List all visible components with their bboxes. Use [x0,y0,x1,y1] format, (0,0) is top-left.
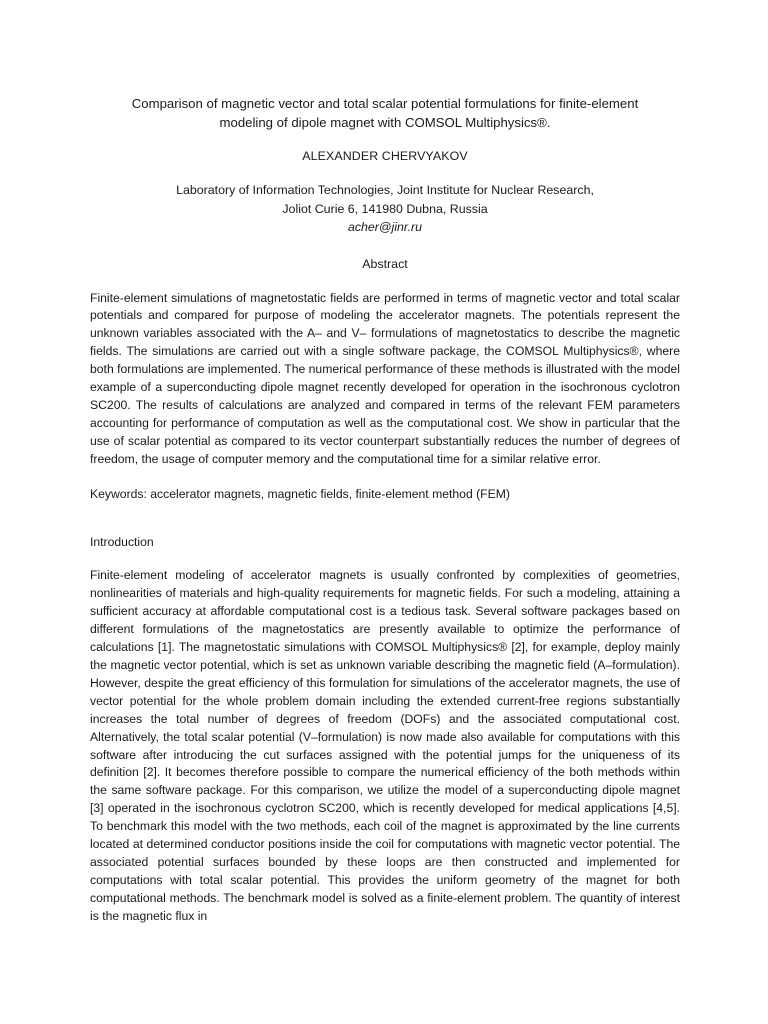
affiliation-line-1: Laboratory of Information Technologies, Joint Institute for Nuclear Research, [176,183,594,197]
introduction-heading: Introduction [90,535,154,550]
abstract-heading: Abstract [362,256,408,271]
author-email: acher@jinr.ru [347,220,423,234]
affiliation-line-2: Joliot Curie 6, 141980 Dubna, Russia [282,201,488,216]
paper-title-line-1: Comparison of magnetic vector and total scalar potential formulations for finite-element [131,96,639,111]
introduction-text: Finite-element modeling of accelerator magnets is usually confronted by complexities of geometries, nonlinearities of materials and high-quality requirements for magnetic fields. For such a modeling, attaining a sufficient accuracy at affordable computational cost is a tedious task. Several software packages based on different formulations of the magnetostatics are presently available to optimize the performance of calculations [1]. The magnetostatic simulations with COMSOL Multiphysics® [2], for example, deploy mainly the magnetic vector potential, which is set as unknown variable describing the magnetic field (A–formulation). However, despite the great efficiency of this formulation for simulations of the accelerator magnets, the use of vector potential for the whole problem domain including the extended current-free regions substantially increases the total number of degrees of freedom (DOFs) and the associated computational cost. Alternatively, the total scalar potential (V–formulation) is now made also available for computations with this software after introducing the cut surfaces assigned with the potential jumps for the uniqueness of its definition [2]. It becomes therefore possible to compare the numerical efficiency of the both methods within the same software package. For this comparison, we utilize the model of a superconducting dipole magnet [3] operated in the isochronous cyclotron SC200, which is recently developed for medical applications [4,5]. To benchmark this model with the two methods, each coil of the magnet is approximated by the line currents located at determined conductor positions inside the coil for computations with magnetic vector potential. The associated potential surfaces bounded by these loops are then constructed and implemented for computations with total scalar potential. This provides the uniform geometry of the magnet for both computational methods. The benchmark model is solved as a finite-element problem. The quantity of interest is the magnetic flux in [90,568,680,923]
affiliation [90,181,680,237]
author-name: ALEXANDER CHERVYAKOV [302,149,468,163]
paper-title [90,94,680,132]
keywords: Keywords: accelerator magnets, magnetic fields, finite-element method (FEM) [90,486,510,501]
paper-title-line-2: modeling of dipole magnet with COMSOL Multiphysics®. [219,115,551,130]
abstract-text: Finite-element simulations of magnetostatic fields are performed in terms of magnetic vector and total scalar potentials and compared for purpose of modeling the accelerator magnets. The potentials represent the unknown variables associated with the A– and V– formulations of magnetostatics to describe the magnetic fields. The simulations are carried out with a single software package, the COMSOL Multiphysics®, where both formulations are implemented. The numerical performance of these methods is illustrated with the model example of a superconducting dipole magnet recently developed for operation in the isochronous cyclotron SC200. The results of calculations are analyzed and compared in terms of the relevant FEM parameters accounting for performance of computation as well as the computational cost. We show in particular that the use of scalar potential as compared to its vector counterpart substantially reduces the number of degrees of freedom, the usage of computer memory and the computational time for a similar relative error. [90,290,680,466]
